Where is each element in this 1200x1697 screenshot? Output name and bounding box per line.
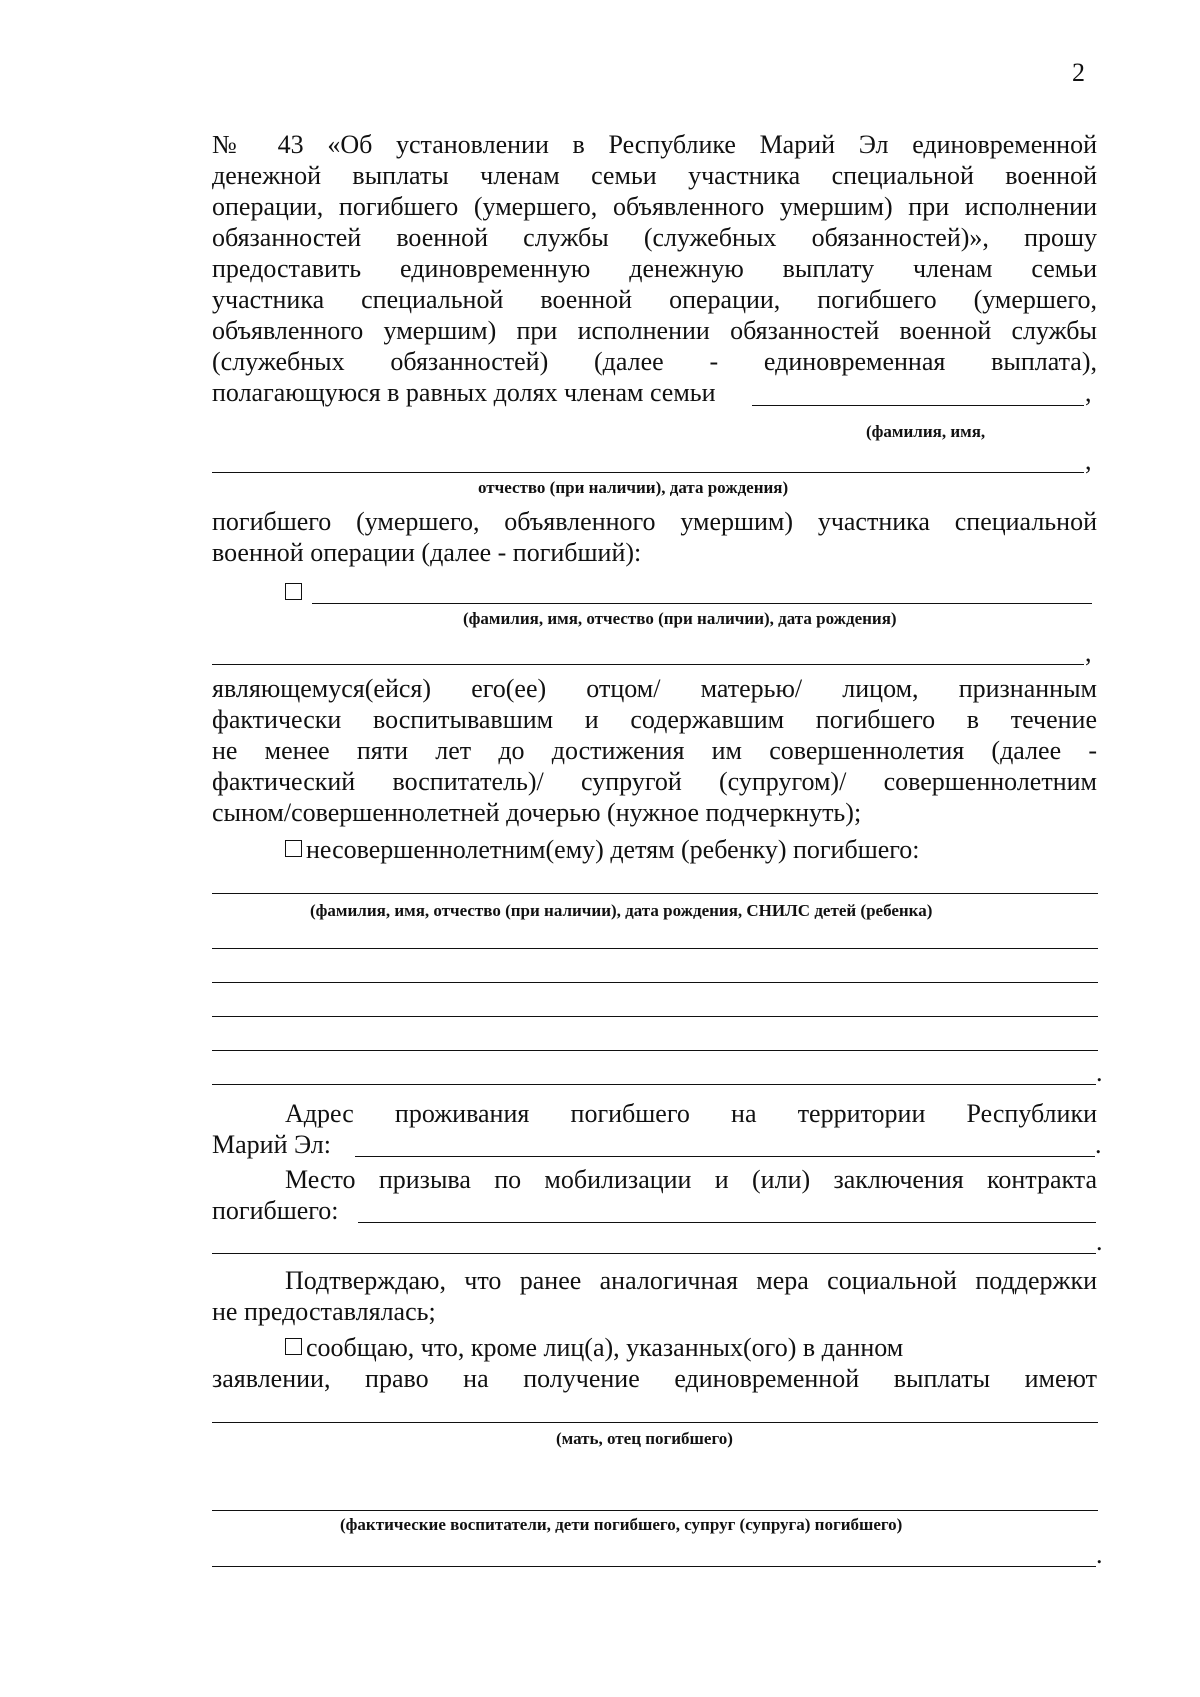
conscription-line: Место призыва по мобилизации и (или) заключения контракта bbox=[285, 1165, 1097, 1194]
caption-fio: (фамилия, имя, bbox=[866, 422, 986, 441]
report-label: сообщаю, что, кроме лиц(а), указанных(ого) в данном bbox=[306, 1333, 904, 1362]
intro-line: предоставить единовременную денежную выплату членам семьи bbox=[212, 254, 1097, 283]
checkbox-icon[interactable] bbox=[285, 583, 302, 600]
intro-line: объявленного умершим) при исполнении обязанностей военной службы bbox=[212, 316, 1097, 345]
minor-children-label: несовершеннолетним(ему) детям (ребенку) погибшего: bbox=[306, 835, 920, 864]
intro-line: операции, погибшего (умершего, объявленного умершим) при исполнении bbox=[212, 192, 1097, 221]
relation-line: фактический воспитатель)/ супругой (супругом)/ совершеннолетним bbox=[212, 767, 1097, 796]
intro-line: участника специальной военной операции, погибшего (умершего, bbox=[212, 285, 1097, 314]
family-members-field[interactable] bbox=[752, 405, 1084, 406]
checkbox-icon[interactable] bbox=[285, 1338, 302, 1355]
caption-others: (фактические воспитатели, дети погибшего, супруг (супруга) погибшего) bbox=[340, 1515, 903, 1534]
period: . bbox=[1095, 1130, 1102, 1159]
address-line: Адрес проживания погибшего на территории Республики bbox=[285, 1099, 1097, 1128]
intro-line: (служебных обязанностей) (далее - единовременная выплата), bbox=[212, 347, 1097, 376]
children-field[interactable] bbox=[212, 1084, 1096, 1085]
conscription-field[interactable] bbox=[358, 1222, 1096, 1223]
comma: , bbox=[1085, 446, 1092, 475]
checkbox-minor-children[interactable] bbox=[285, 835, 920, 865]
relation-line: сыном/совершеннолетней дочерью (нужное подчеркнуть); bbox=[212, 798, 862, 827]
period: . bbox=[1096, 1540, 1103, 1569]
address-field[interactable] bbox=[355, 1156, 1095, 1157]
others-field[interactable] bbox=[212, 1510, 1098, 1511]
report-line[interactable] bbox=[285, 1333, 1097, 1363]
family-members-text: полагающуюся в равных долях членам семьи bbox=[212, 378, 716, 407]
children-field[interactable] bbox=[212, 1050, 1098, 1051]
intro-line: обязанностей военной службы (служебных обязанностей)», прошу bbox=[212, 223, 1097, 252]
confirm-line: не предоставлялась; bbox=[212, 1297, 436, 1326]
parent-fio-field-2[interactable] bbox=[212, 664, 1084, 665]
parents-field[interactable] bbox=[212, 1422, 1098, 1423]
relation-line: являющемуся(ейся) его(ее) отцом/ матерью/ лицом, признанным bbox=[212, 674, 1097, 703]
caption-fio-full: (фамилия, имя, отчество (при наличии), дата рождения) bbox=[463, 609, 897, 628]
intro-line: денежной выплаты членам семьи участника специальной военной bbox=[212, 161, 1097, 190]
relation-line: фактически воспитывавшим и содержавшим погибшего в течение bbox=[212, 705, 1097, 734]
children-field[interactable] bbox=[212, 893, 1098, 894]
page-number: 2 bbox=[1072, 58, 1085, 87]
comma: , bbox=[1085, 638, 1092, 667]
caption-children: (фамилия, имя, отчество (при наличии), дата рождения, СНИЛС детей (ребенка) bbox=[310, 901, 933, 920]
conscription-field-2[interactable] bbox=[212, 1253, 1096, 1254]
deceased-line: погибшего (умершего, объявленного умершим) участника специальной bbox=[212, 507, 1097, 536]
address-label: Марий Эл: bbox=[212, 1130, 332, 1159]
parent-fio-field[interactable] bbox=[312, 603, 1092, 604]
relation-line: не менее пяти лет до достижения им совершеннолетия (далее - bbox=[212, 736, 1097, 765]
deceased-line: военной операции (далее - погибший): bbox=[212, 538, 642, 567]
period: . bbox=[1096, 1227, 1103, 1256]
caption-patronymic-dob: отчество (при наличии), дата рождения) bbox=[478, 478, 789, 497]
children-field[interactable] bbox=[212, 982, 1098, 983]
checkbox-parent[interactable] bbox=[285, 578, 306, 608]
checkbox-icon[interactable] bbox=[285, 840, 302, 857]
others-field-2[interactable] bbox=[212, 1566, 1096, 1567]
intro-line: № 43 «Об установлении в Республике Марий Эл единовременной bbox=[212, 130, 1097, 159]
comma: , bbox=[1085, 378, 1092, 407]
period: . bbox=[1096, 1058, 1103, 1087]
children-field[interactable] bbox=[212, 1016, 1098, 1017]
conscription-label: погибшего: bbox=[212, 1196, 339, 1225]
confirm-line: Подтверждаю, что ранее аналогичная мера социальной поддержки bbox=[285, 1266, 1097, 1295]
children-field[interactable] bbox=[212, 948, 1098, 949]
family-members-field-2[interactable] bbox=[212, 472, 1084, 473]
report-line: заявлении, право на получение единовременной выплаты имеют bbox=[212, 1364, 1097, 1393]
caption-parents: (мать, отец погибшего) bbox=[556, 1429, 733, 1448]
